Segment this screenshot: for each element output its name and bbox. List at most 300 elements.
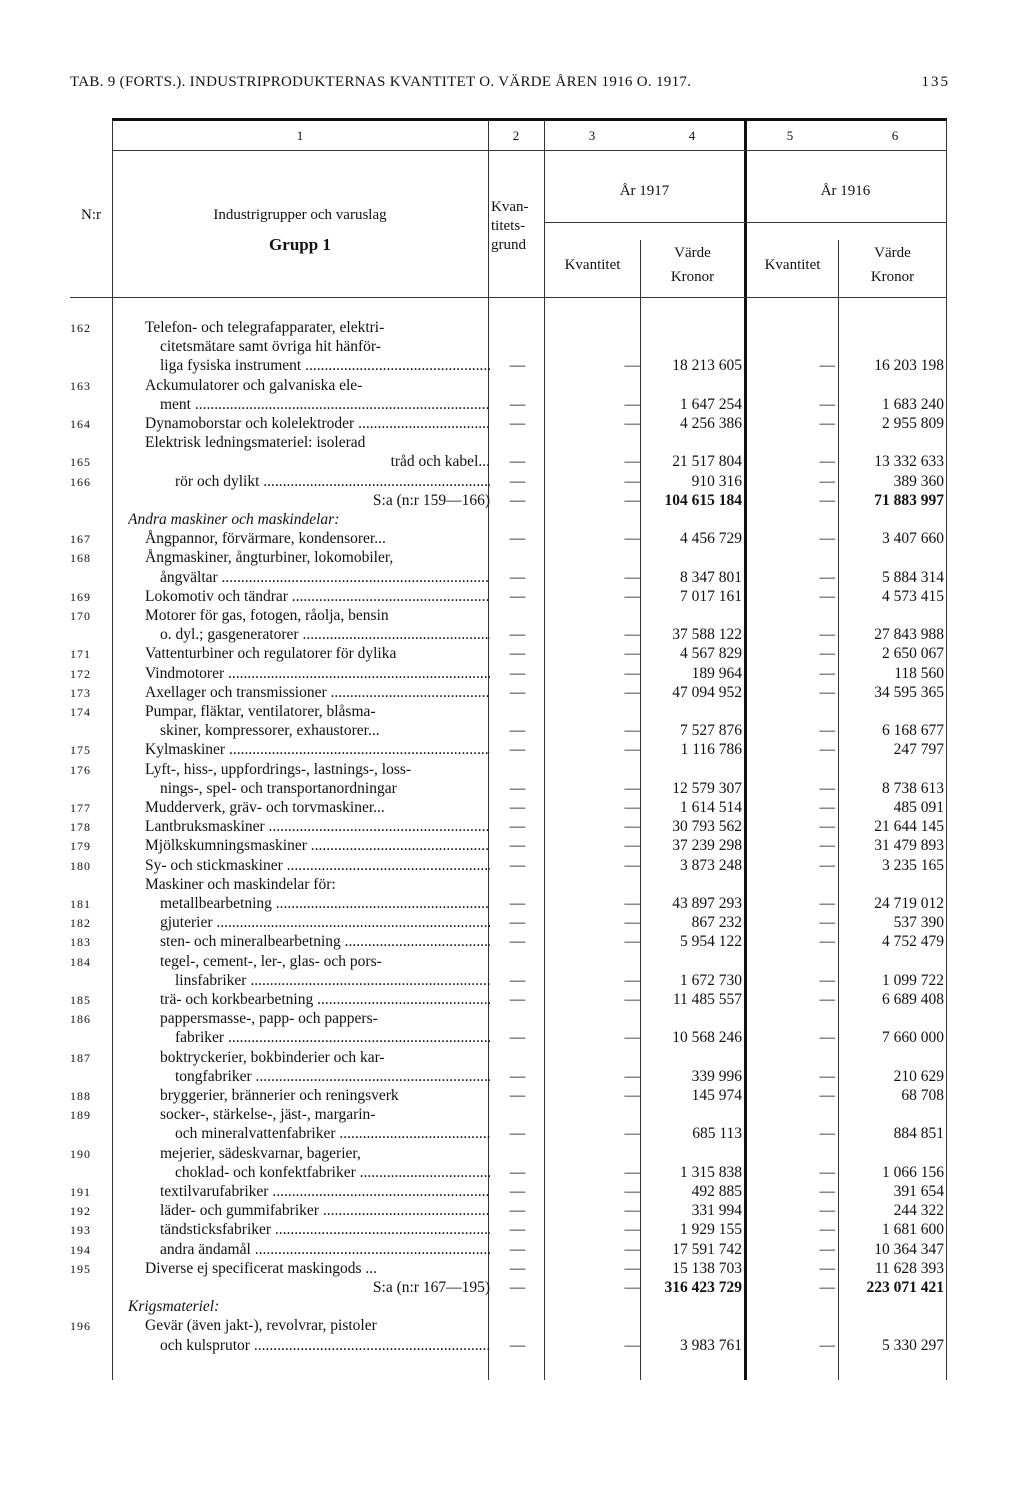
row-number: 189 (70, 1108, 91, 1123)
table-row (0, 1278, 1024, 1298)
cell-kvantitet-1917: — (624, 818, 640, 836)
row-label: Dynamoborstar och kolelektroder ..... (145, 414, 490, 434)
cell-varde-1917: 1 116 786 (680, 741, 742, 759)
table-row (0, 606, 1024, 626)
cell-kvantitetsgrund: — (509, 664, 526, 682)
cell-kvantitet-1917: — (624, 453, 640, 471)
cell-kvantitetsgrund: — (509, 568, 526, 586)
cell-varde-1916: 7 660 000 (882, 1029, 944, 1047)
cell-kvantitet-1917: — (624, 664, 640, 682)
cell-kvantitetsgrund: — (509, 837, 526, 855)
col-number-1: 1 (296, 128, 304, 143)
table-row (0, 510, 1024, 530)
table-row (0, 568, 1024, 588)
cell-kvantitetsgrund: — (509, 741, 526, 759)
table-row (0, 414, 1024, 434)
row-label: läder- och gummifabriker ..... (160, 1201, 490, 1221)
cell-varde-1917: 4 456 729 (680, 530, 742, 548)
table-row (0, 452, 1024, 472)
row-label: Axellager och transmissioner ..... (145, 683, 490, 703)
row-label: boktryckerier, bokbinderier och kar- (160, 1048, 385, 1066)
cell-varde-1916: 1 683 240 (882, 395, 944, 413)
cell-kvantitetsgrund: — (509, 1202, 526, 1220)
cell-kvantitet-1917: — (624, 933, 640, 951)
header-kronor-1917: Kronor (670, 269, 715, 285)
cell-varde-1916: 13 332 633 (874, 453, 944, 471)
rule-h-years (545, 222, 946, 223)
row-number: 164 (70, 417, 91, 431)
cell-kvantitetsgrund: — (509, 1259, 526, 1277)
cell-kvantitetsgrund: — (509, 530, 526, 548)
cell-kvantitet-1916: — (819, 933, 835, 951)
header-group-1: Grupp 1 (269, 235, 331, 254)
table-row (0, 875, 1024, 895)
cell-varde-1916: 391 654 (893, 1183, 944, 1200)
row-label: citetsmätare samt övriga hit hänför- (160, 338, 381, 356)
cell-kvantitet-1917: — (624, 1240, 640, 1258)
cell-kvantitet-1917: — (624, 645, 640, 663)
cell-varde-1916: 4 573 415 (882, 587, 944, 605)
row-label: sten- och mineralbearbetning ..... (160, 932, 490, 952)
cell-kvantitetsgrund: — (509, 587, 526, 605)
row-number: 194 (70, 1242, 91, 1257)
row-number: 167 (70, 532, 91, 547)
cell-kvantitet-1917: — (624, 491, 640, 509)
cell-varde-1916: 2 955 809 (882, 415, 944, 432)
table-row (0, 721, 1024, 741)
cell-kvantitet-1917: — (624, 1202, 640, 1220)
cell-kvantitet-1916: — (819, 741, 835, 759)
cell-kvantitet-1916: — (819, 645, 835, 663)
row-number: 163 (70, 378, 91, 393)
row-label: Mudderverk, gräv- och torvmaskiner... (145, 799, 385, 816)
col-number-6: 6 (891, 128, 899, 143)
cell-kvantitet-1917: — (624, 856, 640, 874)
cell-kvantitetsgrund: — (509, 1240, 526, 1258)
cell-kvantitet-1916: — (819, 799, 835, 816)
row-label: Maskiner och maskindelar för: (145, 875, 336, 893)
row-label: Diverse ej specificerat maskingods ... (145, 1259, 377, 1277)
cell-kvantitet-1916: — (819, 779, 835, 797)
cell-varde-1917: 3 873 248 (680, 856, 742, 874)
cell-kvantitet-1916: — (819, 1259, 835, 1277)
table-row (0, 683, 1024, 703)
table-row (0, 1316, 1024, 1336)
cell-varde-1917: 331 994 (691, 1202, 742, 1220)
cell-kvantitet-1917: — (624, 914, 640, 932)
cell-kvantitet-1917: — (624, 1336, 640, 1354)
header-kvant-2: titets- (491, 218, 526, 234)
row-label: Vindmotorer ..... (145, 664, 490, 684)
row-number: 190 (70, 1146, 91, 1161)
cell-varde-1917: 1 315 838 (680, 1163, 742, 1181)
row-label: pappersmasse-, papp- och pappers- (160, 1010, 378, 1028)
cell-kvantitetsgrund: — (509, 645, 526, 663)
cell-kvantitet-1917: — (624, 837, 640, 855)
row-label: bryggerier, brännerier och reningsverk (160, 1087, 399, 1104)
cell-varde-1916: 884 851 (893, 1125, 944, 1143)
cell-kvantitet-1916: — (819, 453, 835, 471)
cell-varde-1916: 3 235 165 (882, 856, 944, 874)
row-label: Lantbruksmaskiner ..... (145, 817, 490, 837)
cell-varde-1916: 71 883 997 (874, 491, 944, 509)
cell-varde-1917: 21 517 804 (672, 453, 742, 471)
cell-varde-1916: 6 689 408 (882, 991, 944, 1008)
row-number: 186 (70, 1012, 91, 1027)
row-label: Mjölkskumningsmaskiner ..... (145, 836, 490, 856)
table-row (0, 472, 1024, 492)
row-number: 177 (70, 801, 91, 815)
row-number: 180 (70, 858, 91, 873)
table-row (0, 1201, 1024, 1221)
table-row (0, 1220, 1024, 1240)
table-row (0, 644, 1024, 664)
cell-varde-1916: 21 644 145 (874, 818, 944, 836)
cell-varde-1916: 10 364 347 (874, 1240, 944, 1258)
cell-kvantitet-1916: — (819, 1087, 835, 1104)
cell-varde-1917: 145 974 (691, 1087, 742, 1104)
cell-kvantitet-1916: — (819, 1279, 835, 1296)
table-row (0, 1240, 1024, 1260)
row-label: Krigsmateriel: (128, 1298, 220, 1316)
cell-kvantitet-1916: — (819, 664, 835, 682)
row-label: Vattenturbiner och regulatorer för dylika (145, 645, 397, 663)
cell-kvantitet-1916: — (819, 395, 835, 413)
row-number: 179 (70, 839, 91, 854)
row-label: Andra maskiner och maskindelar: (128, 511, 340, 528)
cell-kvantitet-1916: — (819, 357, 835, 375)
row-label: o. dyl.; gasgeneratorer ..... (160, 625, 490, 645)
cell-varde-1916: 244 322 (893, 1202, 944, 1220)
table-row (0, 798, 1024, 818)
cell-varde-1917: 12 579 307 (672, 779, 742, 797)
cell-kvantitet-1916: — (819, 1067, 835, 1085)
cell-varde-1917: 5 954 122 (680, 933, 742, 951)
row-label: tråd och kabel... (390, 453, 490, 471)
row-label: liga fysiska instrument ..... (160, 356, 490, 376)
cell-kvantitet-1916: — (819, 1029, 835, 1047)
cell-kvantitet-1917: — (624, 1067, 640, 1085)
cell-varde-1916: 1 681 600 (882, 1221, 944, 1239)
cell-varde-1917: 685 113 (692, 1125, 742, 1143)
cell-varde-1916: 31 479 893 (874, 837, 944, 855)
row-number: 188 (70, 1089, 91, 1103)
col-number-3: 3 (588, 128, 596, 143)
table-row (0, 836, 1024, 856)
table-row (0, 433, 1024, 453)
cell-kvantitet-1917: — (624, 722, 640, 740)
header-varde-1916: Värde (874, 245, 911, 261)
table-row (0, 760, 1024, 780)
row-label: tongfabriker ..... (175, 1067, 490, 1087)
cell-kvantitetsgrund: — (509, 395, 526, 413)
row-label: andra ändamål ..... (160, 1240, 490, 1260)
cell-kvantitet-1917: — (624, 1259, 640, 1277)
table-row (0, 1144, 1024, 1164)
cell-kvantitetsgrund: — (509, 626, 526, 644)
cell-kvantitet-1916: — (819, 1125, 835, 1143)
cell-varde-1916: 6 168 677 (882, 722, 944, 740)
cell-varde-1917: 47 094 952 (672, 683, 742, 701)
cell-kvantitet-1916: — (819, 722, 835, 740)
cell-kvantitet-1917: — (624, 530, 640, 548)
cell-varde-1916: 223 071 421 (866, 1279, 944, 1296)
row-number: 165 (70, 455, 91, 470)
cell-varde-1917: 7 017 161 (680, 587, 742, 605)
cell-kvantitet-1917: — (624, 626, 640, 644)
cell-kvantitet-1916: — (819, 472, 835, 490)
cell-varde-1916: 210 629 (893, 1067, 944, 1085)
cell-varde-1917: 10 568 246 (672, 1029, 742, 1047)
row-number: 175 (70, 743, 91, 758)
cell-kvantitetsgrund: — (509, 1183, 526, 1200)
row-number: 191 (70, 1185, 91, 1199)
table-row (0, 1048, 1024, 1068)
cell-varde-1917: 1 929 155 (680, 1221, 742, 1239)
col-number-2: 2 (512, 128, 520, 143)
page-number: 135 (921, 74, 950, 90)
cell-kvantitet-1917: — (624, 1125, 640, 1143)
row-number: 192 (70, 1204, 91, 1219)
rule-h-header (70, 297, 947, 298)
table-row (0, 952, 1024, 972)
header-kvantitet-1917: Kvantitet (564, 257, 621, 273)
table-row (0, 587, 1024, 607)
row-number: 181 (70, 897, 91, 911)
cell-varde-1917: 4 256 386 (680, 415, 742, 432)
cell-varde-1916: 27 843 988 (874, 626, 944, 644)
header-kvant-1: Kvan- (491, 199, 529, 215)
row-number: 176 (70, 762, 91, 777)
cell-kvantitet-1916: — (819, 1163, 835, 1181)
row-label: trä- och korkbearbetning ..... (160, 990, 490, 1010)
cell-varde-1917: 37 239 298 (672, 837, 742, 855)
row-label: metallbearbetning ..... (160, 894, 490, 914)
row-number: 166 (70, 474, 91, 489)
table-row (0, 702, 1024, 722)
table-row (0, 356, 1024, 376)
table-row (0, 625, 1024, 645)
cell-varde-1917: 8 347 801 (680, 568, 742, 586)
table-row (0, 894, 1024, 914)
row-label: Gevär (även jakt-), revolvrar, pistoler (145, 1317, 377, 1335)
cell-varde-1916: 8 738 613 (882, 779, 944, 797)
row-label: nings-, spel- och transportanordningar (160, 779, 397, 797)
cell-kvantitet-1916: — (819, 683, 835, 701)
cell-kvantitet-1916: — (819, 415, 835, 432)
cell-kvantitetsgrund: — (509, 779, 526, 797)
row-number: 162 (70, 321, 91, 335)
row-number: 171 (70, 647, 91, 662)
cell-varde-1917: 104 615 184 (664, 491, 742, 509)
cell-kvantitet-1917: — (624, 568, 640, 586)
cell-kvantitetsgrund: — (509, 933, 526, 951)
cell-kvantitet-1916: — (819, 971, 835, 989)
table-row (0, 337, 1024, 357)
cell-kvantitetsgrund: — (509, 991, 526, 1008)
cell-varde-1917: 1 614 514 (680, 799, 742, 816)
table-row (0, 1297, 1024, 1317)
table-row (0, 318, 1024, 338)
cell-varde-1917: 4 567 829 (680, 645, 742, 663)
row-number: 172 (70, 666, 91, 681)
cell-kvantitetsgrund: — (509, 491, 526, 509)
cell-kvantitet-1916: — (819, 568, 835, 586)
cell-varde-1917: 15 138 703 (672, 1259, 742, 1277)
cell-kvantitetsgrund: — (509, 799, 526, 816)
cell-kvantitet-1916: — (819, 837, 835, 855)
table-row (0, 1009, 1024, 1029)
cell-varde-1917: 37 588 122 (672, 626, 742, 644)
cell-kvantitet-1916: — (819, 1240, 835, 1258)
row-label: Telefon- och telegrafapparater, elektri- (145, 319, 385, 336)
row-number: 195 (70, 1261, 91, 1276)
cell-varde-1916: 247 797 (893, 741, 944, 759)
table-row (0, 856, 1024, 876)
cell-varde-1916: 485 091 (893, 799, 944, 816)
cell-kvantitet-1917: — (624, 683, 640, 701)
table-row (0, 376, 1024, 396)
cell-kvantitetsgrund: — (509, 722, 526, 740)
cell-kvantitet-1917: — (624, 1163, 640, 1181)
cell-kvantitet-1916: — (819, 1183, 835, 1200)
cell-varde-1917: 316 423 729 (664, 1279, 742, 1296)
cell-kvantitet-1917: — (624, 1087, 640, 1104)
row-label: linsfabriker ..... (175, 971, 490, 991)
cell-kvantitet-1917: — (624, 1279, 640, 1296)
header-nr: N:r (81, 207, 101, 223)
cell-kvantitet-1916: — (819, 1336, 835, 1354)
row-label: socker-, stärkelse-, jäst-, margarin- (160, 1106, 376, 1124)
cell-varde-1916: 24 719 012 (874, 895, 944, 912)
cell-varde-1917: 339 996 (691, 1067, 742, 1085)
row-number: 187 (70, 1050, 91, 1065)
table-row (0, 1336, 1024, 1356)
cell-varde-1917: 3 983 761 (680, 1336, 742, 1354)
row-label: S:a (n:r 167—195) (372, 1279, 490, 1296)
header-year-1917: År 1917 (619, 183, 670, 199)
table-row (0, 1259, 1024, 1279)
cell-kvantitetsgrund: — (509, 1029, 526, 1047)
table-row (0, 529, 1024, 549)
row-number: 169 (70, 589, 91, 604)
header-varde-1917: Värde (674, 245, 711, 261)
table-row (0, 740, 1024, 760)
cell-kvantitet-1916: — (819, 895, 835, 912)
cell-kvantitetsgrund: — (509, 914, 526, 932)
row-label: Elektrisk ledningsmateriel: isolerad (145, 434, 366, 452)
row-number: 184 (70, 954, 91, 969)
cell-kvantitetsgrund: — (509, 856, 526, 874)
table-row (0, 913, 1024, 933)
table-row (0, 779, 1024, 799)
table-row (0, 1086, 1024, 1106)
header-kvantitet-1916: Kvantitet (764, 257, 821, 273)
table-row (0, 971, 1024, 991)
row-label: choklad- och konfektfabriker ..... (175, 1163, 490, 1183)
cell-kvantitetsgrund: — (509, 1125, 526, 1143)
cell-varde-1917: 1 647 254 (680, 395, 742, 413)
cell-kvantitet-1916: — (819, 491, 835, 509)
cell-kvantitet-1917: — (624, 741, 640, 759)
table-row (0, 1163, 1024, 1183)
cell-varde-1916: 68 708 (901, 1087, 944, 1104)
row-label: mejerier, sädeskvarnar, bagerier, (160, 1144, 361, 1162)
table-row (0, 1182, 1024, 1202)
row-label: skiner, kompressorer, exhaustorer... (160, 722, 380, 740)
row-label: Sy- och stickmaskiner ..... (145, 856, 490, 876)
table-row (0, 548, 1024, 568)
cell-varde-1917: 867 232 (691, 914, 742, 932)
cell-varde-1916: 2 650 067 (882, 645, 944, 663)
row-label: och kulsprutor ..... (160, 1336, 490, 1356)
cell-kvantitet-1917: — (624, 357, 640, 375)
cell-kvantitetsgrund: — (509, 895, 526, 912)
table-row (0, 664, 1024, 684)
cell-kvantitet-1916: — (819, 991, 835, 1008)
row-number: 174 (70, 705, 91, 719)
cell-kvantitet-1917: — (624, 395, 640, 413)
row-number: 183 (70, 935, 91, 950)
row-label: Kylmaskiner ..... (145, 740, 490, 760)
row-label: Lokomotiv och tändrar ..... (145, 587, 490, 607)
rule-h-colnums (112, 150, 947, 151)
cell-kvantitet-1917: — (624, 779, 640, 797)
cell-kvantitetsgrund: — (509, 818, 526, 836)
table-row (0, 932, 1024, 952)
cell-varde-1917: 18 213 605 (672, 357, 742, 375)
col-number-5: 5 (786, 128, 794, 143)
cell-varde-1917: 1 672 730 (680, 971, 742, 989)
table-row (0, 1067, 1024, 1087)
row-number: 196 (70, 1319, 91, 1334)
cell-varde-1916: 11 628 393 (874, 1259, 944, 1277)
cell-varde-1917: 910 316 (691, 472, 742, 490)
cell-varde-1916: 5 884 314 (882, 568, 944, 586)
cell-varde-1917: 17 591 742 (672, 1240, 742, 1258)
row-label: textilvarufabriker ..... (160, 1182, 490, 1202)
cell-varde-1916: 34 595 365 (874, 683, 944, 701)
cell-kvantitet-1917: — (624, 587, 640, 605)
cell-kvantitetsgrund: — (509, 1336, 526, 1354)
cell-varde-1917: 43 897 293 (672, 895, 742, 912)
cell-kvantitet-1916: — (819, 1202, 835, 1220)
cell-varde-1916: 537 390 (893, 914, 944, 932)
cell-kvantitet-1917: — (624, 1183, 640, 1200)
row-label: Ackumulatorer och galvaniska ele- (145, 376, 363, 394)
cell-kvantitet-1917: — (624, 799, 640, 816)
table-row (0, 395, 1024, 415)
row-label: fabriker ..... (175, 1028, 490, 1048)
header-year-1916: År 1916 (820, 183, 871, 199)
col-number-4: 4 (688, 128, 696, 143)
row-label: ment ..... (160, 395, 490, 415)
cell-varde-1917: 7 527 876 (680, 722, 742, 740)
row-label: tändsticksfabriker ..... (160, 1220, 490, 1240)
table-row (0, 990, 1024, 1010)
cell-kvantitet-1916: — (819, 530, 835, 548)
cell-kvantitetsgrund: — (509, 415, 526, 432)
cell-varde-1916: 389 360 (893, 472, 944, 490)
row-label: rör och dylikt ..... (175, 472, 490, 492)
table-row (0, 491, 1024, 511)
cell-kvantitet-1916: — (819, 626, 835, 644)
row-label: gjuterier ..... (160, 913, 490, 933)
row-number: 168 (70, 551, 91, 566)
cell-varde-1916: 5 330 297 (882, 1336, 944, 1354)
cell-kvantitetsgrund: — (509, 1163, 526, 1181)
cell-kvantitet-1916: — (819, 914, 835, 932)
